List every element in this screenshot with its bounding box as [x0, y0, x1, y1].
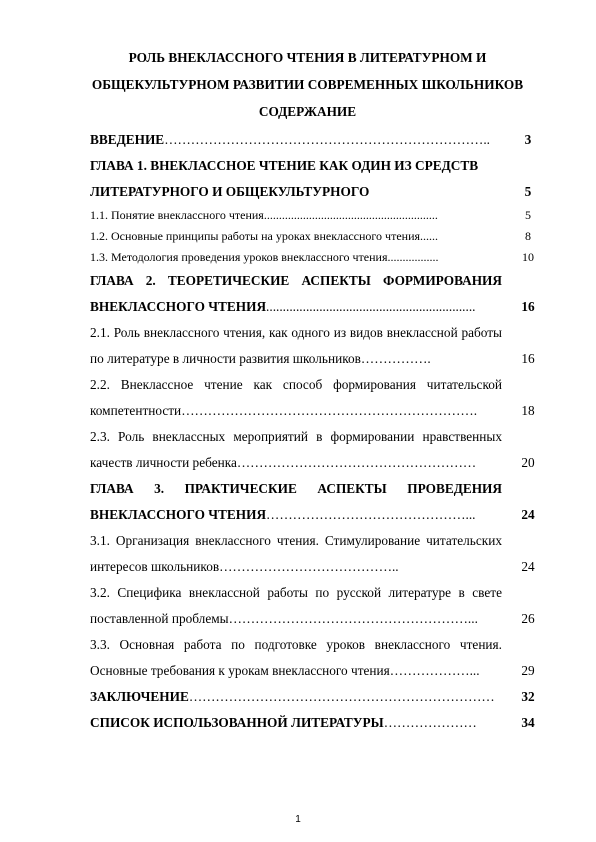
toc-page-number: 20 [521, 455, 535, 470]
toc-page-number: 8 [525, 229, 531, 243]
toc-entry-text: 3.1. Организация внеклассного чтения. Стимулирование читательских интересов школьников [90, 533, 502, 574]
toc-entry [90, 684, 545, 710]
toc-page-number: 5 [524, 184, 532, 199]
toc-page-number: 32 [521, 689, 535, 704]
toc-entry-text: 1.2. Основные принципы работы на уроках внеклассного чтения [90, 229, 421, 243]
toc-entry-text: ГЛАВА 1. ВНЕКЛАССНОЕ ЧТЕНИЕ КАК ОДИН ИЗ СРЕДСТВ ЛИТЕРАТУРНОГО И ОБЩЕКУЛЬТУРНОГО [90, 158, 479, 199]
toc-entry-text: 2.2. Внеклассное чтение как способ формирования читательской компетентности [90, 377, 502, 418]
toc-leader-dots: ............................................................... [266, 299, 476, 314]
title-line-2: ОБЩЕКУЛЬТУРНОМ РАЗВИТИИ СОВРЕМЕННЫХ ШКОЛЬНИКОВ [91, 77, 524, 92]
toc-leader-dots: .......................................................... [263, 208, 438, 222]
table-of-contents [90, 127, 545, 736]
toc-leader-dots: ………………………………….. [219, 559, 399, 574]
toc-entry-text: СПИСОК ИСПОЛЬЗОВАННОЙ ЛИТЕРАТУРЫ [90, 715, 384, 730]
toc-entry [90, 424, 545, 476]
toc-entry [90, 372, 545, 424]
toc-leader-dots: ...... [420, 229, 439, 243]
toc-entry-text: 2.3. Роль внеклассных мероприятий в формировании нравственных качеств личности ребенка [90, 429, 502, 470]
toc-page-number: 10 [522, 250, 534, 264]
toc-entry-text: 1.1. Понятие внеклассного чтения [90, 208, 264, 222]
toc-entry [90, 205, 545, 226]
toc-entry [90, 710, 545, 736]
toc-leader-dots: ................. [387, 250, 439, 264]
toc-leader-dots: ……………………………………………………………….. [164, 132, 490, 147]
toc-entry [90, 127, 545, 153]
toc-entry-text: 2.1. Роль внеклассного чтения, как одного из видов внеклассной работы по литературе в личности развития школьников [90, 325, 502, 366]
toc-leader-dots: ………………………………………... [266, 507, 476, 522]
toc-entry-text: ЗАКЛЮЧЕНИЕ [90, 689, 189, 704]
toc-entry [90, 632, 545, 684]
toc-entry [90, 153, 545, 205]
title-line-1: РОЛЬ ВНЕКЛАССНОГО ЧТЕНИЯ В ЛИТЕРАТУРНОМ И [128, 50, 487, 65]
toc-entry-text: ВВЕДЕНИЕ [90, 132, 165, 147]
toc-page-number: 16 [521, 299, 535, 314]
toc-entry [90, 476, 545, 528]
toc-entry-text: ГЛАВА 3. ПРАКТИЧЕСКИЕ АСПЕКТЫ ПРОВЕДЕНИЯ ВНЕКЛАССНОГО ЧТЕНИЯ [90, 481, 502, 522]
toc-entry [90, 580, 545, 632]
toc-page-number: 5 [525, 208, 531, 222]
toc-page-number: 16 [521, 351, 535, 366]
toc-entry [90, 268, 545, 320]
toc-page-number: 24 [521, 507, 535, 522]
toc-entry [90, 320, 545, 372]
page-number: 1 [295, 814, 301, 825]
toc-leader-dots: …………………………………………………………… [188, 689, 495, 704]
toc-leader-dots: ……………………………………………… [236, 455, 477, 470]
toc-page-number: 26 [521, 611, 535, 626]
toc-page-number: 29 [521, 663, 535, 678]
toc-leader-dots: ………………………………………………... [228, 611, 478, 626]
toc-page-number: 34 [521, 715, 535, 730]
toc-page-number: 3 [524, 132, 532, 147]
toc-entry-text: 3.2. Специфика внеклассной работы по русской литературе в свете поставленной проблемы [90, 585, 502, 626]
toc-leader-dots: ……………. [360, 351, 431, 366]
toc-leader-dots: ………………... [389, 663, 480, 678]
toc-entry [90, 226, 545, 247]
toc-entry-text: ГЛАВА 2. ТЕОРЕТИЧЕСКИЕ АСПЕКТЫ ФОРМИРОВАНИЯ ВНЕКЛАССНОГО ЧТЕНИЯ [90, 273, 502, 314]
document-title [80, 44, 535, 125]
toc-page-number: 18 [521, 403, 535, 418]
toc-entry [90, 247, 545, 268]
toc-entry-text: 3.3. Основная работа по подготовке уроков внеклассного чтения. Основные требования к урокам внеклассного чтения [90, 637, 502, 678]
toc-leader-dots: ………………… [383, 715, 477, 730]
toc-entry [90, 528, 545, 580]
toc-entry-text: 1.3. Методология проведения уроков внеклассного чтения [90, 250, 388, 264]
contents-heading: СОДЕРЖАНИЕ [258, 104, 357, 119]
toc-page-number: 24 [521, 559, 535, 574]
toc-leader-dots: …………………………………………………………. [181, 403, 478, 418]
